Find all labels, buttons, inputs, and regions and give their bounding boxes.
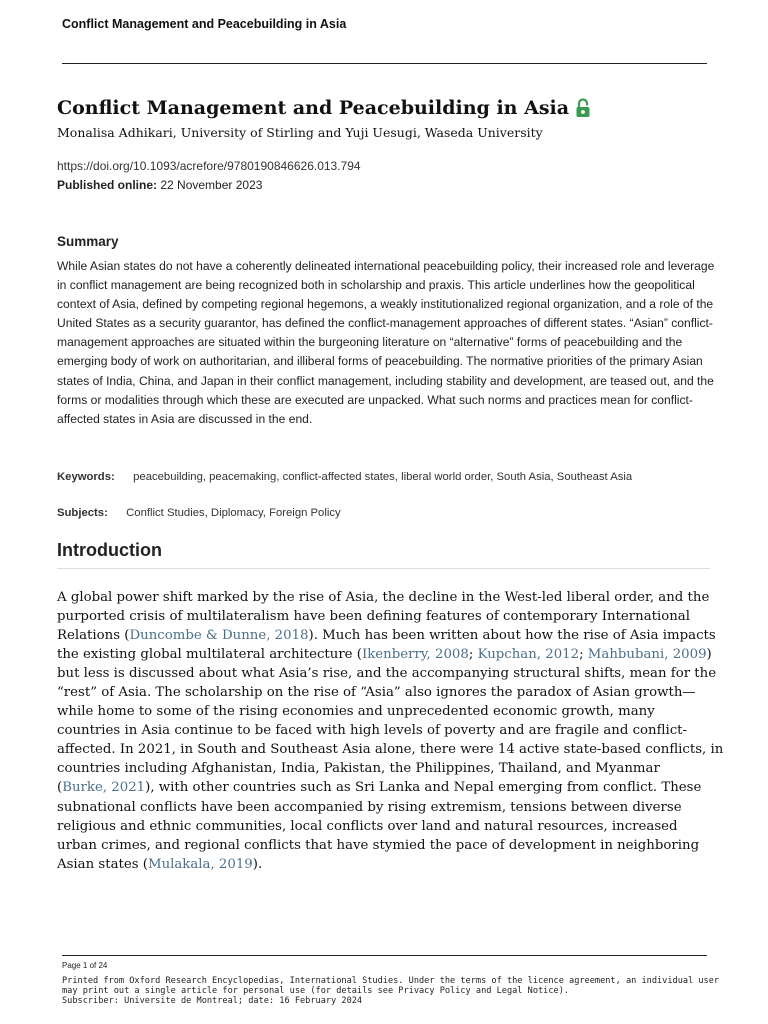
paragraph-line [57, 721, 717, 740]
footer-notice [62, 976, 722, 1007]
paragraph-text: “rest” of Asia. The scholarship on the rise of “Asia” also ignores the paradox of Asian growth— [57, 685, 696, 701]
citation-link[interactable]: Duncombe & Dunne, 2018 [129, 628, 309, 644]
paragraph-text: ). [252, 856, 263, 872]
doi-link[interactable]: https://doi.org/10.1093/acrefore/9780190846626.013.794 [57, 159, 361, 173]
article-title-row [57, 97, 591, 119]
paragraph-text: Asian states ( [57, 856, 148, 872]
paragraph-text: ) [706, 647, 712, 663]
citation-link[interactable]: Burke, 2021 [62, 780, 146, 796]
page-number: Page 1 of 24 [62, 961, 108, 970]
paragraph-text: Relations ( [57, 628, 130, 644]
citation-link[interactable]: Ikenberry, 2008 [361, 647, 469, 663]
paragraph-line [57, 645, 717, 664]
paragraph-line [57, 836, 717, 855]
paragraph-line [57, 588, 717, 607]
subjects-list[interactable]: Conflict Studies, Diplomacy, Foreign Policy [126, 507, 341, 519]
paragraph-text: purported crisis of multilateralism have been defining features of contemporary International [57, 609, 690, 625]
paragraph-text: subnational conflicts have been accompanied by rising extremism, tensions between diverse [57, 799, 682, 815]
paragraph-text: while home to some of the rising economies and unprecedented economic growth, many [57, 704, 655, 720]
footer-line: Printed from Oxford Research Encyclopedias, International Studies. Under the terms of the licence agreement, an individual user [62, 976, 720, 986]
subjects-label: Subjects: [57, 507, 108, 519]
running-head: Conflict Management and Peacebuilding in Asia [62, 17, 347, 31]
article-title: Conflict Management and Peacebuilding in Asia [57, 97, 570, 119]
keywords-label: Keywords: [57, 471, 115, 483]
summary-text: While Asian states do not have a coherently delineated international peacebuilding policy, their increased role and leverage in conflict management are being recognized both in scholarship and praxis. This article underlines how the geopolitical context of Asia, defined by competing regional hegemons, a weakly institutionalized regional organization, and a role of the United States as a security guarantor, has defined the conflict-management approaches of different states. “Asian” conflict-management approaches are situated within the burgeoning literature on “alternative” forms of peacebuilding and the emerging body of work on authoritarian, and illiberal forms of peacebuilding. The normative priorities of the primary Asian states of India, China, and Japan in their conflict management, including stability and development, are teased out, and the forms or modalities through which these are executed are unpacked. What such norms and practices mean for conflict-affected states in Asia are discussed in the end. [57, 259, 715, 426]
introduction-heading: Introduction [57, 540, 162, 560]
paragraph-line [57, 798, 717, 817]
open-access-lock-icon [575, 98, 591, 118]
citation-link[interactable]: Kupchan, 2012 [477, 647, 580, 663]
paragraph-line [57, 683, 717, 702]
paragraph-line [57, 664, 717, 683]
paragraph-line [57, 855, 717, 874]
paragraph-line [57, 759, 717, 778]
paragraph-text: countries including Afghanistan, India, Pakistan, the Philippines, Thailand, and Myanmar [57, 761, 660, 777]
paragraph-line [57, 626, 717, 645]
subjects-row [57, 507, 341, 519]
paragraph-text: ; [579, 647, 588, 663]
paragraph-text: religious and ethnic communities, local conflicts over land and natural resources, increased [57, 818, 678, 834]
paragraph-text: urban crimes, and regional conflicts that have stymied the pace of development in neighboring [57, 837, 700, 853]
published-date: 22 November 2023 [160, 178, 263, 192]
paragraph-line [57, 778, 717, 797]
paragraph-text: ), with other countries such as Sri Lanka and Nepal emerging from conflict. These [145, 780, 702, 796]
paragraph-text: A global power shift marked by the rise of Asia, the decline in the West-led liberal order, and the [57, 590, 710, 605]
paragraph-line [57, 607, 717, 626]
paragraph-text: ; [468, 647, 478, 663]
published-label: Published online: [57, 178, 158, 192]
paragraph-text: ). Much has been written about how the rise of Asia impacts [308, 628, 716, 644]
paragraph-text: but less is discussed about what Asia’s rise, and the accompanying structural shifts, mean for the [57, 666, 717, 682]
introduction-paragraph [57, 588, 724, 874]
footer-divider [62, 955, 707, 956]
paragraph-text: affected. In 2021, in South and Southeast Asia alone, there were 14 active state-based conflicts, in [57, 742, 724, 758]
citation-link[interactable]: Mulakala, 2019 [147, 856, 253, 872]
paragraph-text: countries in Asia continue to be faced with high levels of poverty and are fragile and conflict- [57, 723, 688, 739]
header-divider [62, 63, 707, 64]
paragraph-line [57, 740, 724, 759]
paragraph-line [57, 817, 717, 836]
paragraph-text: ( [57, 780, 63, 796]
summary-heading: Summary [57, 234, 119, 249]
keywords-list[interactable]: peacebuilding, peacemaking, conflict-affected states, liberal world order, South Asia, Southeast Asia [133, 471, 633, 483]
paragraph-line [57, 702, 717, 721]
paragraph-text: the existing global multilateral architecture ( [57, 647, 362, 663]
citation-link[interactable]: Mahbubani, 2009 [587, 647, 707, 663]
published-online [57, 178, 262, 192]
article-authors: Monalisa Adhikari, University of Stirling and Yuji Uesugi, Waseda University [57, 125, 543, 140]
keywords-row [57, 471, 632, 483]
footer-line: Subscriber: Universite de Montreal; date: 16 February 2024 [62, 996, 363, 1007]
introduction-divider [57, 568, 710, 569]
footer-line: may print out a single article for personal use (for details see Privacy Policy and Legal Notice). [62, 986, 570, 997]
